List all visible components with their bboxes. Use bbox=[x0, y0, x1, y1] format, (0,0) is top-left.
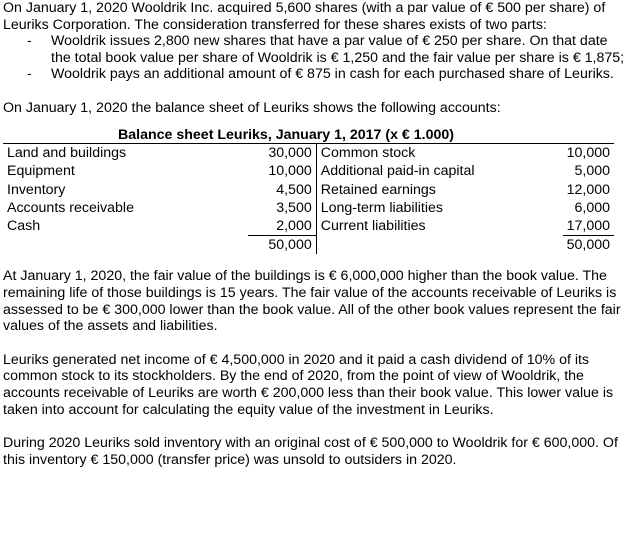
asset-name: Accounts receivable bbox=[7, 199, 134, 216]
table-row bbox=[3, 144, 614, 163]
empty-cell bbox=[316, 236, 562, 255]
net-income-paragraph: Leuriks generated net income of € 4,500,000 in 2020 and it paid a cash dividend of 10% of its common stock to its stockholders. By the end of 2020, from the point of view of Wooldrik, the accounts receivable of Leuriks are worth € 200,000 less than their book value. This lower value is taken into account for calculating the equity value of the investment in Leuriks. bbox=[3, 351, 614, 418]
liability-value: 5,000 bbox=[574, 163, 610, 180]
list-item-text: Wooldrik issues 2,800 new shares that have a par value of € 250 per share. On that date the total book value per share of Wooldrik is € 1,250 and the fair value per share is € 1,875; bbox=[51, 33, 625, 66]
bullet-dash: - bbox=[27, 33, 32, 50]
consideration-list bbox=[3, 33, 629, 83]
liability-name: Common stock bbox=[316, 144, 562, 163]
list-item bbox=[3, 33, 629, 66]
balance-sheet-intro: On January 1, 2020 the balance sheet of Leuriks shows the following accounts: bbox=[3, 99, 501, 116]
asset-value: 30,000 bbox=[248, 144, 316, 163]
document-page bbox=[3, 0, 629, 468]
asset-name: Land and buildings bbox=[3, 144, 248, 163]
asset-value: 4,500 bbox=[248, 181, 316, 199]
bullet-dash: - bbox=[27, 66, 32, 83]
table-row bbox=[3, 162, 614, 180]
totals-row bbox=[3, 236, 614, 255]
asset-value: 2,000 bbox=[248, 217, 316, 236]
list-item bbox=[3, 66, 629, 83]
table-row bbox=[3, 181, 614, 199]
empty-cell bbox=[3, 236, 248, 255]
asset-value: 10,000 bbox=[248, 162, 316, 180]
spacer bbox=[3, 117, 629, 127]
list-item-text: Wooldrik pays an additional amount of € 875 in cash for each purchased share of Leuriks. bbox=[51, 66, 614, 83]
liability-value: 12,000 bbox=[566, 181, 610, 198]
inventory-paragraph: During 2020 Leuriks sold inventory with an original cost of € 500,000 to Wooldrik for € 600,000. Of this inventory € 150,000 (transfer price) was unsold to outsiders in 2020. bbox=[3, 435, 618, 468]
liability-name: Retained earnings bbox=[320, 181, 436, 198]
fair-value-paragraph: At January 1, 2020, the fair value of the buildings is € 6,000,000 higher than the book value. The remaining life of those buildings is 15 years. The fair value of the accounts receivable of Leuriks is assessed to be € 300,000 lower than the book value. All of the other book values represent the fair values of the assets and liabilities. bbox=[3, 268, 621, 335]
liability-value: 6,000 bbox=[574, 199, 610, 216]
liability-total: 50,000 bbox=[566, 237, 610, 254]
asset-value: 3,500 bbox=[248, 199, 316, 217]
liability-value: 10,000 bbox=[563, 144, 614, 163]
asset-name: Inventory bbox=[7, 181, 66, 198]
spacer bbox=[3, 83, 629, 100]
spacer bbox=[3, 418, 629, 435]
asset-total: 50,000 bbox=[248, 236, 316, 255]
asset-name: Cash bbox=[7, 218, 41, 235]
table-row bbox=[3, 217, 614, 236]
spacer bbox=[3, 335, 629, 352]
asset-name: Equipment bbox=[7, 163, 75, 180]
balance-sheet-table bbox=[3, 143, 614, 254]
intro-paragraph: On January 1, 2020 Wooldrik Inc. acquired 5,600 shares (with a par value of € 500 per share) of Leuriks Corporation. The consideration transferred for these shares exists of two parts: bbox=[3, 0, 606, 33]
table-row bbox=[3, 199, 614, 217]
liability-name: Long-term liabilities bbox=[320, 199, 443, 216]
spacer bbox=[3, 254, 629, 268]
liability-value: 17,000 bbox=[563, 217, 614, 236]
liability-name: Additional paid-in capital bbox=[320, 163, 475, 180]
liability-name: Current liabilities bbox=[320, 218, 426, 235]
balance-sheet-title: Balance sheet Leuriks, January 1, 2017 (x € 1.000) bbox=[118, 126, 454, 143]
